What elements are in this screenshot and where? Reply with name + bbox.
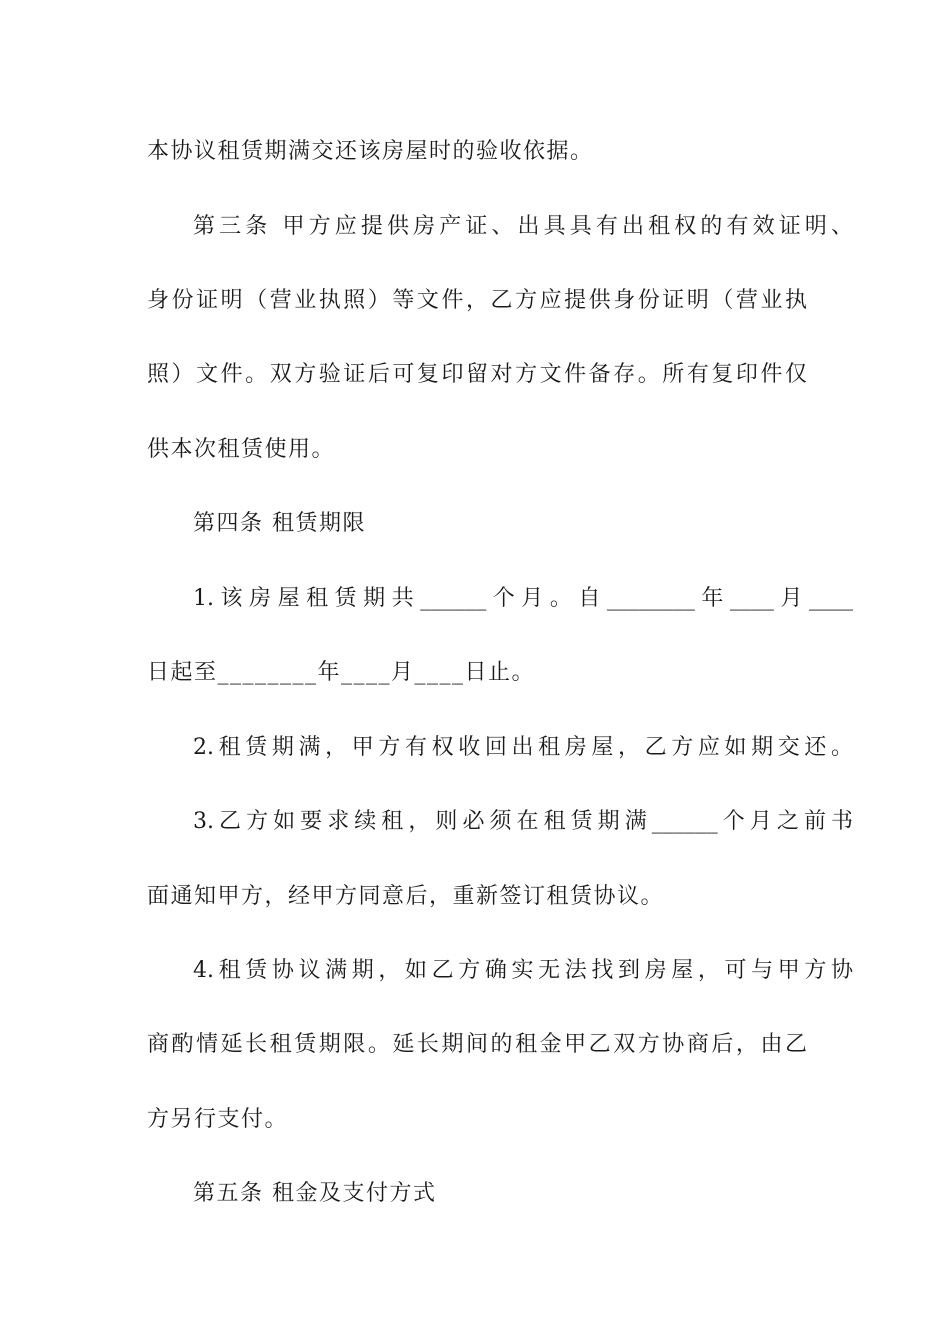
article-5-heading: 第五条 租金及支付方式 bbox=[193, 1181, 437, 1206]
clause-4-1-line: 1.该房屋租赁期共______个月。自________年____月____ bbox=[193, 586, 853, 611]
paragraph-line: 供本次租赁使用。 bbox=[147, 437, 336, 462]
paragraph-line: 方另行支付。 bbox=[147, 1107, 289, 1132]
paragraph-line: 身份证明（营业执照）等文件，乙方应提供身份证明（营业执 bbox=[147, 288, 807, 313]
clause-4-2-line: 2.租赁期满，甲方有权收回出租房屋，乙方应如期交还。 bbox=[193, 735, 853, 760]
paragraph-line: 面通知甲方，经甲方同意后，重新签订租赁协议。 bbox=[147, 884, 665, 909]
clause-4-4-line: 4.租赁协议满期，如乙方确实无法找到房屋，可与甲方协 bbox=[193, 958, 853, 983]
paragraph-line: 商酌情延长租赁期限。延长期间的租金甲乙双方协商后，由乙 bbox=[147, 1032, 807, 1057]
article-4-heading: 第四条 租赁期限 bbox=[193, 511, 366, 536]
paragraph-line: 日起至________年____月____日止。 bbox=[147, 660, 536, 685]
paragraph-line: 本协议租赁期满交还该房屋时的验收依据。 bbox=[147, 139, 594, 164]
paragraph-line: 照）文件。双方验证后可复印留对方文件备存。所有复印件仅 bbox=[147, 362, 807, 387]
clause-4-3-line: 3.乙方如要求续租，则必须在租赁期满______个月之前书 bbox=[193, 809, 853, 834]
article-3-heading-line: 第三条 甲方应提供房产证、出具具有出租权的有效证明、 bbox=[193, 214, 853, 239]
